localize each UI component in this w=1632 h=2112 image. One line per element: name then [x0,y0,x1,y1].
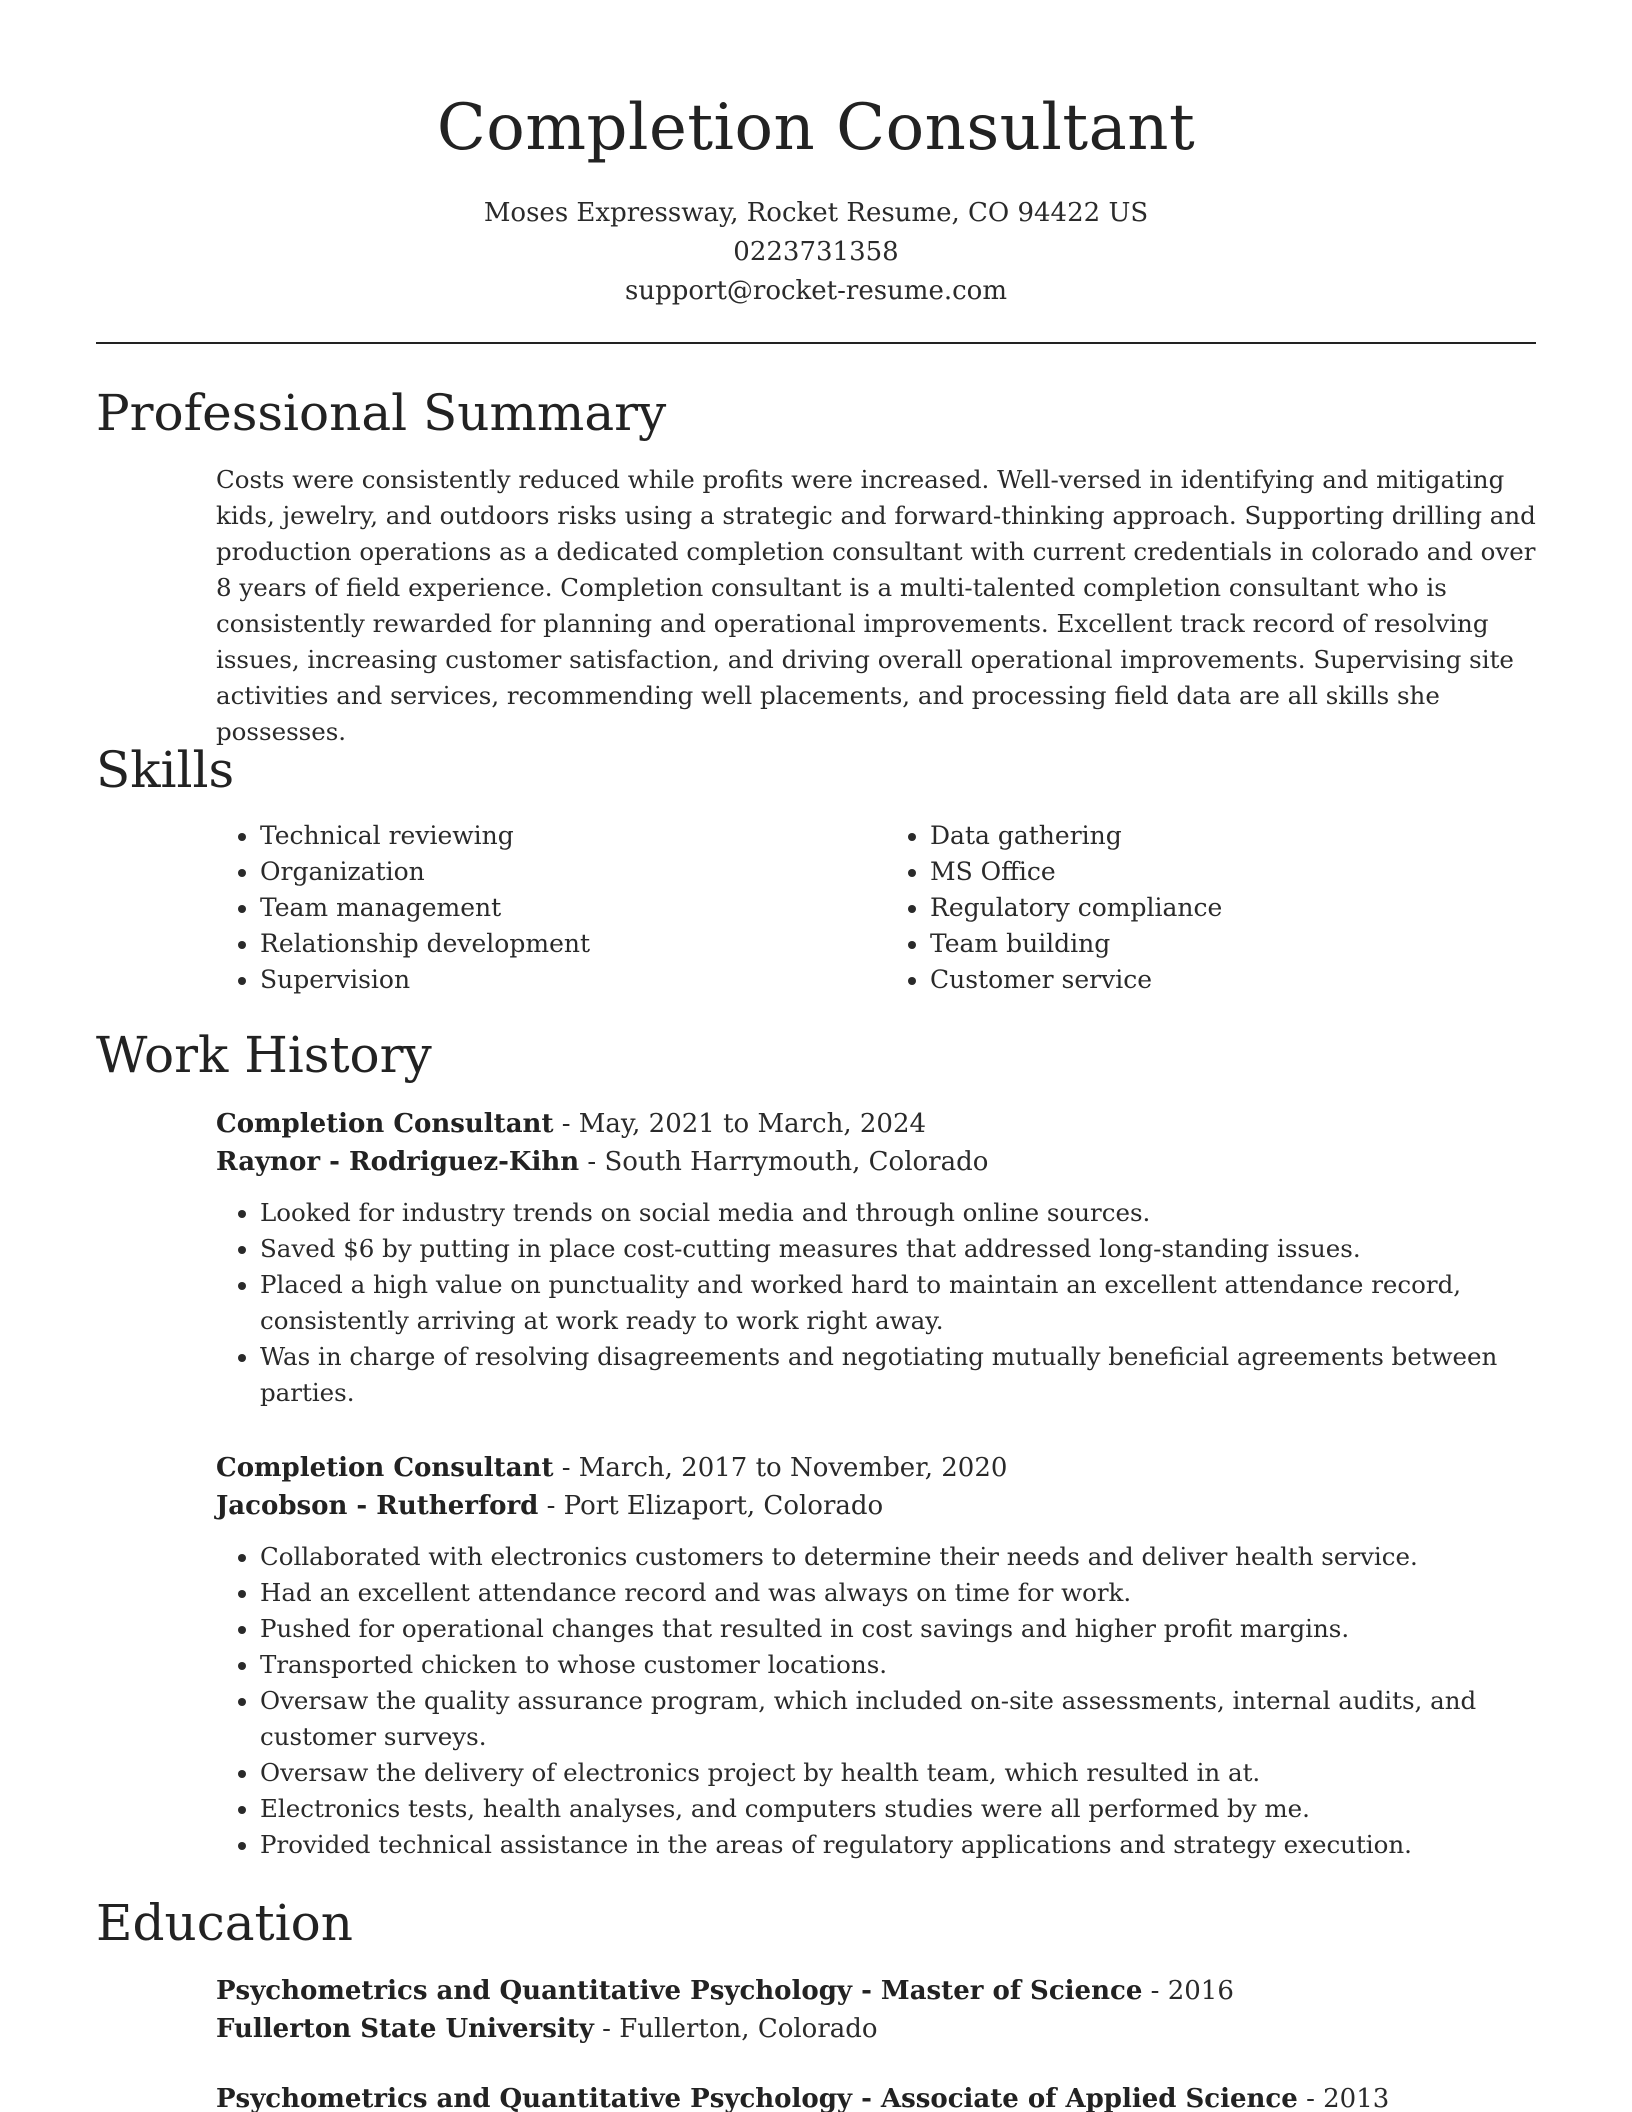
job-location: - Port Elizaport, Colorado [538,1491,884,1521]
skill-item: • MS Office [930,854,1536,890]
contact-phone: 0223731358 [733,237,899,267]
job-bullets [216,1195,1546,1411]
education-field: Psychometrics and Quantitative Psychology - Master of Science [216,1976,1143,2006]
job-company-line [216,1143,1546,1181]
job-bullet: • Transported chicken to whose customer locations. [260,1647,1546,1683]
skill-item: • Data gathering [930,818,1536,854]
resume-header [0,0,1632,311]
skills-heading: Skills [96,741,235,799]
contact-email: support@rocket-resume.com [624,276,1007,306]
education-heading: Education [96,1894,353,1952]
job-role: Completion Consultant [216,1109,554,1139]
job-location: - South Harrymouth, Colorado [579,1147,989,1177]
skills-column-right [886,818,1536,998]
skill-item: • Team building [930,926,1536,962]
job-role: Completion Consultant [216,1453,554,1483]
job-bullet: • Electronics tests, health analyses, and computers studies were all performed by me. [260,1791,1546,1827]
summary-heading: Professional Summary [96,384,667,442]
education-year: - 2016 [1142,1976,1234,2006]
job-title-line [216,1105,1546,1143]
education-school: Fullerton State University [216,2014,594,2044]
job-company: Raynor - Rodriguez-Kihn [216,1147,580,1177]
education-field: Psychometrics and Quantitative Psychology - Associate of Applied Science [216,2084,1298,2112]
job-bullet: • Provided technical assistance in the areas of regulatory applications and strategy execution. [260,1827,1546,1863]
education-degree-line [216,2080,1546,2112]
job-bullet: • Oversaw the quality assurance program, which included on-site assessments, internal audits, and customer surveys. [260,1683,1546,1755]
job-bullet: • Collaborated with electronics customers to determine their needs and deliver health service. [260,1539,1546,1575]
skills-column-left [216,818,866,998]
education-school-line [216,2010,1546,2048]
job-bullet: • Placed a high value on punctuality and worked hard to maintain an excellent attendance record, consistently arriving at work ready to work right away. [260,1267,1546,1339]
candidate-name: Completion Consultant [436,91,1196,165]
job-dates: - May, 2021 to March, 2024 [553,1109,927,1139]
contact-block [0,194,1632,311]
job-bullets [216,1539,1546,1863]
job-title-line [216,1449,1546,1487]
education-entry [216,2080,1546,2112]
job-bullet: • Had an excellent attendance record and was always on time for work. [260,1575,1546,1611]
skill-item: • Technical reviewing [260,818,866,854]
education-year: - 2013 [1297,2084,1390,2112]
skill-item: • Customer service [930,962,1536,998]
job-bullet: • Was in charge of resolving disagreements and negotiating mutually beneficial agreements between parties. [260,1339,1546,1411]
job-bullet: • Saved $6 by putting in place cost-cutting measures that addressed long-standing issues. [260,1231,1546,1267]
job-company-line [216,1487,1546,1525]
contact-address: Moses Expressway, Rocket Resume, CO 94422 US [483,198,1149,228]
job-bullet: • Looked for industry trends on social media and through online sources. [260,1195,1546,1231]
skill-item: • Regulatory compliance [930,890,1536,926]
skill-item: • Organization [260,854,866,890]
work-history-heading: Work History [96,1026,432,1084]
skill-item: • Relationship development [260,926,866,962]
header-divider [96,342,1536,344]
job-entry [216,1105,1546,1411]
job-dates: - March, 2017 to November, 2020 [553,1453,1008,1483]
skill-item: • Team management [260,890,866,926]
job-entry [216,1449,1546,1863]
skills-list [216,818,1536,998]
job-company: Jacobson - Rutherford [216,1491,539,1521]
education-degree-line [216,1972,1546,2010]
summary-text: Costs were consistently reduced while profits were increased. Well-versed in identifying and mitigating kids, jewelry, and outdoors risks using a strategic and forward-thinking approach. Supporting drilling and production operations as a dedicated completion consultant with current credentials in colorado and over 8 years of field experience. Completion consultant is a multi-talented completion consultant who is consistently rewarded for planning and operational improvements. Excellent track record of resolving issues, increasing customer satisfaction, and driving overall operational improvements. Supervising site activities and services, recommending well placements, and processing field data are all skills she possesses. [216,465,1536,746]
education-location: - Fullerton, Colorado [593,2014,878,2044]
job-bullet: • Pushed for operational changes that resulted in cost savings and higher profit margins. [260,1611,1546,1647]
skill-item: • Supervision [260,962,866,998]
education-entry [216,1972,1546,2048]
job-bullet: • Oversaw the delivery of electronics project by health team, which resulted in at. [260,1755,1546,1791]
